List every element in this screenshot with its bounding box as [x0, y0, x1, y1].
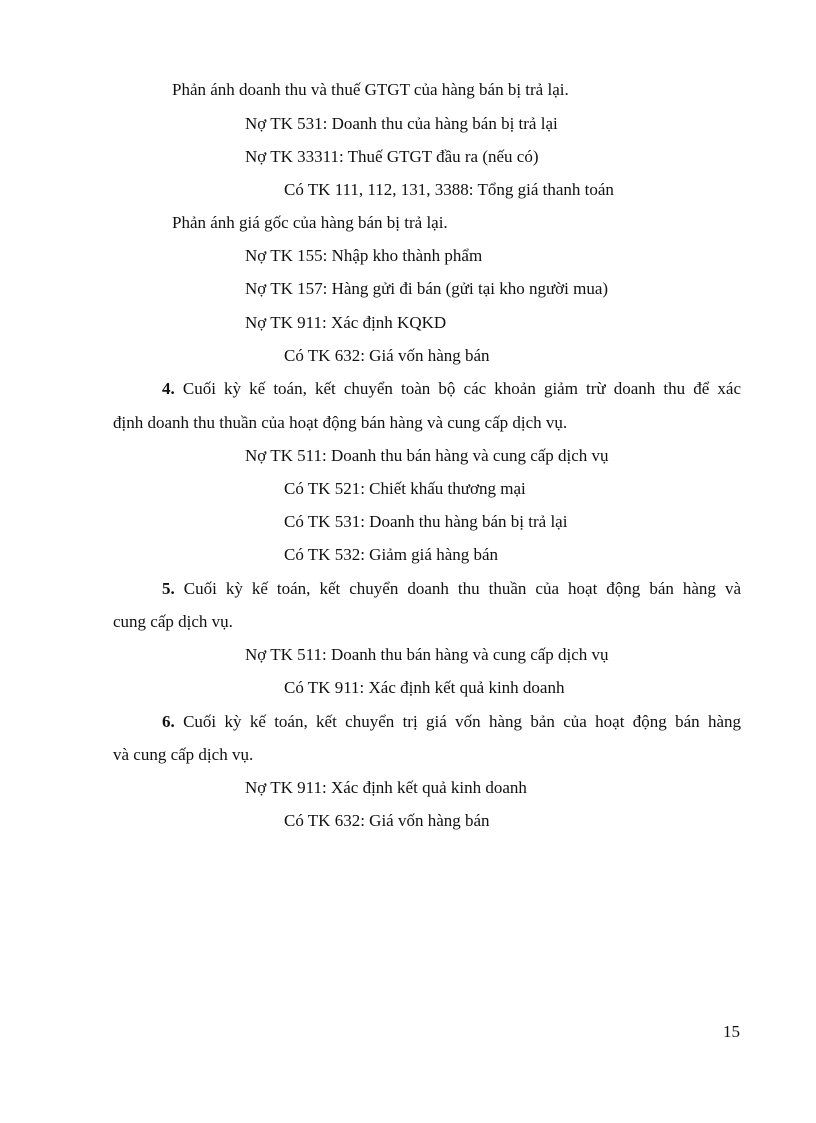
entry-debit-157: Nợ TK 157: Hàng gửi đi bán (gửi tại kho người mua)	[245, 279, 609, 298]
return-revenue-heading: Phản ánh doanh thu và thuế GTGT của hàng bán bị trả lại.	[172, 80, 569, 99]
item-5-line-2: cung cấp dịch vụ.	[113, 612, 233, 631]
item-6-entry-debit-911: Nợ TK 911: Xác định kết quả kinh doanh	[245, 778, 527, 797]
item-5-entry-credit-911: Có TK 911: Xác định kết quả kinh doanh	[284, 678, 565, 697]
item-4-entry-credit-521: Có TK 521: Chiết khấu thương mại	[284, 479, 526, 498]
item-4-line-1: 4. Cuối kỳ kế toán, kết chuyển toàn bộ các khoản giảm trừ doanh thu để xác	[162, 379, 742, 398]
page-number: 15	[723, 1022, 740, 1041]
entry-credit-111-112-131-3388: Có TK 111, 112, 131, 3388: Tổng giá thanh toán	[284, 180, 614, 199]
item-5-line-1: 5. Cuối kỳ kế toán, kết chuyển doanh thu thuần của hoạt động bán hàng và	[162, 579, 741, 598]
item-6-line-2: và cung cấp dịch vụ.	[113, 745, 254, 764]
item-4-entry-debit-511: Nợ TK 511: Doanh thu bán hàng và cung cấp dịch vụ	[245, 446, 609, 465]
item-4-entry-credit-532: Có TK 532: Giảm giá hàng bán	[284, 545, 499, 564]
item-4-number: 4.	[162, 379, 175, 398]
return-cost-heading: Phản ánh giá gốc của hàng bán bị trả lại.	[172, 213, 448, 232]
item-6-entry-credit-632: Có TK 632: Giá vốn hàng bán	[284, 811, 490, 830]
entry-debit-911: Nợ TK 911: Xác định KQKD	[245, 313, 447, 332]
entry-credit-632: Có TK 632: Giá vốn hàng bán	[284, 346, 490, 365]
item-5-number: 5.	[162, 579, 175, 598]
item-6-number: 6.	[162, 712, 175, 731]
item-4-line-2: định doanh thu thuần của hoạt động bán hàng và cung cấp dịch vụ.	[113, 413, 568, 432]
item-6-line-1: 6. Cuối kỳ kế toán, kết chuyển trị giá vốn hàng bản của hoạt động bán hàng	[162, 712, 742, 731]
entry-debit-33311: Nợ TK 33311: Thuế GTGT đầu ra (nếu có)	[245, 147, 539, 166]
item-5-entry-debit-511: Nợ TK 511: Doanh thu bán hàng và cung cấp dịch vụ	[245, 645, 609, 664]
item-4-entry-credit-531: Có TK 531: Doanh thu hàng bán bị trả lại	[284, 512, 568, 531]
entry-debit-155: Nợ TK 155: Nhập kho thành phẩm	[245, 246, 483, 265]
entry-debit-531: Nợ TK 531: Doanh thu của hàng bán bị trả lại	[245, 114, 558, 133]
